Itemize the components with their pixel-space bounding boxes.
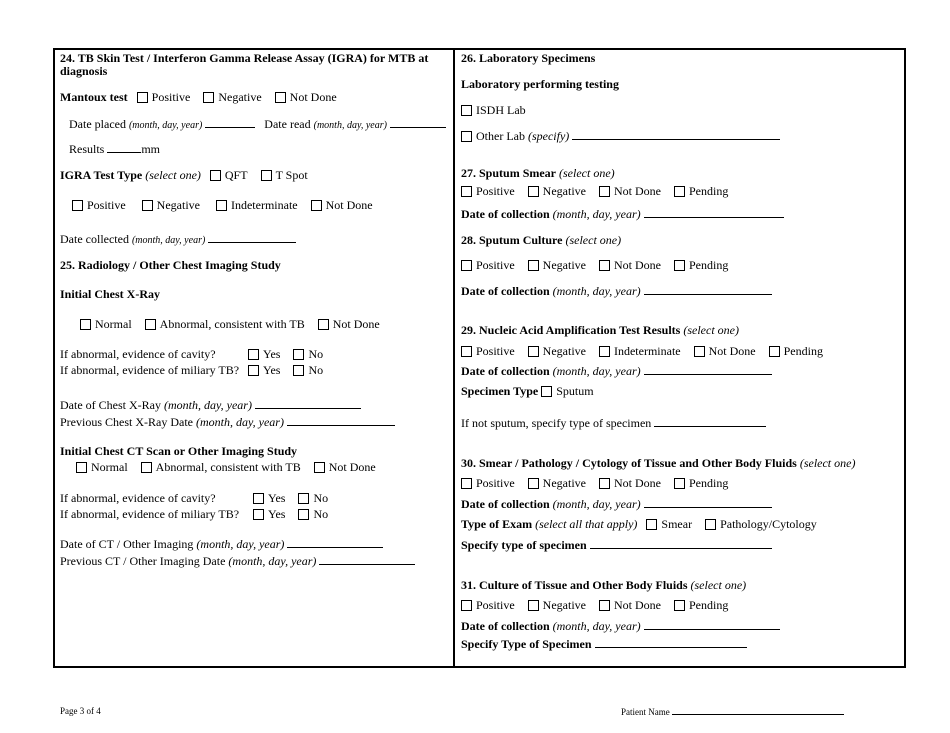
tissue-pending-label: Pending	[688, 476, 729, 490]
igra-tspot-checkbox[interactable]	[261, 170, 272, 181]
fluid-culture-pending-label: Pending	[688, 598, 729, 612]
ct-miliary-label: If abnormal, evidence of miliary TB?	[60, 507, 240, 521]
fluid-culture-pending-checkbox[interactable]	[674, 600, 685, 611]
culture-negative-label: Negative	[542, 258, 586, 272]
date-collected-row	[60, 232, 296, 248]
mantoux-label: Mantoux test	[60, 90, 128, 104]
isdh-label: ISDH Lab	[476, 103, 526, 117]
xray-title: Initial Chest X-Ray	[60, 287, 161, 301]
fluid-culture-notdone-label: Not Done	[613, 598, 661, 612]
s31-title-row	[461, 578, 746, 592]
other-lab-field[interactable]	[572, 129, 780, 140]
smear-notdone-label: Not Done	[613, 184, 661, 198]
ct-miliary-no-checkbox[interactable]	[298, 509, 309, 520]
results-row	[69, 142, 160, 156]
date-hint: (month, day, year)	[552, 497, 641, 511]
s28-opts-row	[461, 258, 738, 272]
ct-abnormal-label: Abnormal, consistent with TB	[155, 460, 301, 474]
patient-name-field[interactable]	[672, 706, 844, 715]
ct-normal-checkbox[interactable]	[76, 462, 87, 473]
prev-xray-date-field[interactable]	[287, 415, 395, 426]
specify-hint: (specify)	[527, 129, 570, 143]
date-read-label: Date read	[264, 117, 311, 131]
tissue-negative-checkbox[interactable]	[528, 478, 539, 489]
prev-ct-date-label: Previous CT / Other Imaging Date	[60, 554, 226, 568]
sputum-checkbox[interactable]	[541, 386, 552, 397]
tissue-notdone-checkbox[interactable]	[599, 478, 610, 489]
s26-title: 26. Laboratory Specimens	[461, 51, 596, 65]
s27-opts-row	[461, 184, 738, 198]
ct-opts-row	[76, 460, 386, 474]
specimen-type-label: Specimen Type	[461, 384, 539, 398]
s24-title: 24. TB Skin Test / Interferon Gamma Release Assay (IGRA) for MTB at	[60, 51, 429, 65]
lab-label: Laboratory performing testing	[461, 77, 619, 91]
s30-opts-row	[461, 476, 738, 490]
specimen-type-row	[461, 384, 594, 398]
s29-title: 29. Nucleic Acid Amplification Test Results	[461, 323, 681, 337]
date-hint: (month, day, year)	[552, 284, 641, 298]
xray-abnormal-checkbox[interactable]	[145, 319, 156, 330]
ct-abnormal-checkbox[interactable]	[141, 462, 152, 473]
select-one-hint: (select one)	[565, 233, 622, 247]
date-read-field[interactable]	[390, 117, 446, 128]
date-hint: (month, day, year)	[196, 537, 285, 551]
no-label: No	[308, 363, 324, 377]
date-hint: (month, day, year)	[552, 619, 641, 633]
ct-date-label: Date of CT / Other Imaging	[60, 537, 194, 551]
ct-cavity-yes-checkbox[interactable]	[253, 493, 264, 504]
fluid-culture-positive-label: Positive	[476, 598, 515, 612]
naat-negative-label: Negative	[542, 344, 586, 358]
naat-pending-label: Pending	[783, 344, 823, 358]
igra-notdone-checkbox[interactable]	[311, 200, 322, 211]
ct-title: Initial Chest CT Scan or Other Imaging Study	[60, 444, 298, 458]
select-one-hint: (select one)	[683, 323, 739, 337]
fluid-culture-positive-checkbox[interactable]	[461, 600, 472, 611]
collection-date-label: Date of collection	[461, 284, 550, 298]
ct-cavity-label: If abnormal, evidence of cavity?	[60, 491, 216, 505]
xray-miliary-opts	[248, 363, 323, 377]
exam-type-label: Type of Exam	[461, 517, 533, 531]
xray-miliary-no-checkbox[interactable]	[293, 365, 304, 376]
no-label: No	[308, 347, 324, 361]
mantoux-notdone-label: Not Done	[289, 90, 337, 104]
tissue-pending-checkbox[interactable]	[674, 478, 685, 489]
s29-date-row	[461, 364, 772, 378]
select-one-hint: (select one)	[690, 578, 747, 592]
collection-date-label: Date of collection	[461, 619, 550, 633]
igra-qft-label: QFT	[224, 168, 248, 182]
ct-miliary-yes-checkbox[interactable]	[253, 509, 264, 520]
igra-qft-checkbox[interactable]	[210, 170, 221, 181]
s27-title: 27. Sputum Smear	[461, 166, 557, 180]
naat-positive-label: Positive	[476, 344, 515, 358]
select-all-hint: (select all that apply)	[535, 517, 638, 531]
other-lab-checkbox[interactable]	[461, 131, 472, 142]
page-number: Page 3 of 4	[60, 706, 101, 716]
smear-positive-label: Positive	[476, 184, 515, 198]
culture-notdone-label: Not Done	[613, 258, 661, 272]
date-placed-field[interactable]	[205, 117, 255, 128]
patient-name-label: Patient Name	[621, 707, 670, 717]
naat-indeterminate-label: Indeterminate	[613, 344, 681, 358]
igra-notdone-label: Not Done	[325, 198, 373, 212]
culture-date-field[interactable]	[644, 284, 772, 295]
culture-positive-label: Positive	[476, 258, 515, 272]
xray-cavity-yes-checkbox[interactable]	[248, 349, 259, 360]
s28-date-row	[461, 284, 772, 298]
igra-indeterminate-checkbox[interactable]	[216, 200, 227, 211]
other-lab-label: Other Lab	[476, 129, 525, 143]
s25-title: 25. Radiology / Other Chest Imaging Study	[60, 258, 281, 272]
prev-ct-date-row	[60, 554, 415, 568]
specify-specimen-label: Specify type of specimen	[461, 538, 587, 552]
ct-cavity-no-checkbox[interactable]	[298, 493, 309, 504]
xray-opts-row	[80, 317, 390, 331]
naat-indeterminate-checkbox[interactable]	[599, 346, 610, 357]
date-hint: (month, day, year)	[552, 364, 641, 378]
results-label: Results	[69, 142, 105, 156]
tissue-date-field[interactable]	[644, 497, 772, 508]
s29-opts-row	[461, 344, 833, 358]
exam-pathology-checkbox[interactable]	[705, 519, 716, 530]
prev-ct-date-field[interactable]	[319, 554, 415, 565]
xray-miliary-label: If abnormal, evidence of miliary TB?	[60, 363, 240, 377]
xray-normal-label: Normal	[95, 317, 132, 331]
patient-name-row	[621, 706, 844, 717]
culture-notdone-checkbox[interactable]	[599, 260, 610, 271]
no-label: No	[313, 507, 329, 521]
date-collected-label: Date collected	[60, 232, 129, 246]
select-one-hint: (select one)	[799, 456, 856, 470]
specify-specimen-label: Specify Type of Specimen	[461, 637, 592, 651]
no-label: No	[313, 491, 329, 505]
smear-notdone-checkbox[interactable]	[599, 186, 610, 197]
smear-negative-label: Negative	[542, 184, 586, 198]
xray-notdone-checkbox[interactable]	[318, 319, 329, 330]
s27-date-row	[461, 207, 784, 221]
xray-cavity-no-checkbox[interactable]	[293, 349, 304, 360]
date-placed-row	[69, 117, 446, 133]
xray-cavity-opts	[248, 347, 323, 361]
mantoux-positive-checkbox[interactable]	[137, 92, 148, 103]
date-hint: (month, day, year)	[131, 235, 206, 246]
exam-pathology-label: Pathology/Cytology	[720, 517, 817, 531]
naat-notdone-label: Not Done	[708, 344, 756, 358]
s31-title: 31. Culture of Tissue and Other Body Fluids	[461, 578, 688, 592]
fluid-culture-date-field[interactable]	[644, 619, 780, 630]
not-sputum-row	[461, 416, 766, 430]
date-hint: (month, day, year)	[195, 415, 284, 429]
s24-title-cont: diagnosis	[60, 64, 108, 78]
other-lab-row	[461, 129, 780, 143]
s30-title-row	[461, 456, 855, 470]
select-one-hint: (select one)	[145, 168, 201, 182]
column-divider	[453, 48, 455, 668]
s30-specify-row	[461, 538, 772, 552]
igra-tspot-label: T Spot	[275, 168, 308, 182]
s30-date-row	[461, 497, 772, 511]
collection-date-label: Date of collection	[461, 497, 550, 511]
naat-date-field[interactable]	[644, 364, 772, 375]
s31-date-row	[461, 619, 780, 633]
ct-miliary-opts	[253, 507, 328, 521]
tissue-negative-label: Negative	[542, 476, 586, 490]
tissue-positive-label: Positive	[476, 476, 515, 490]
mm-label: mm	[141, 142, 161, 156]
ct-notdone-checkbox[interactable]	[314, 462, 325, 473]
xray-abnormal-label: Abnormal, consistent with TB	[159, 317, 305, 331]
not-sputum-label: If not sputum, specify type of specimen	[461, 416, 652, 430]
s27-title-row	[461, 166, 615, 180]
s31-opts-row	[461, 598, 738, 612]
culture-positive-checkbox[interactable]	[461, 260, 472, 271]
igra-type-row	[60, 168, 318, 182]
ct-cavity-opts	[253, 491, 328, 505]
igra-result-row	[72, 198, 383, 212]
ct-date-field[interactable]	[287, 537, 383, 548]
yes-label: Yes	[268, 507, 286, 521]
naat-pending-checkbox[interactable]	[769, 346, 780, 357]
yes-label: Yes	[263, 347, 281, 361]
xray-miliary-yes-checkbox[interactable]	[248, 365, 259, 376]
yes-label: Yes	[268, 491, 286, 505]
exam-type-row	[461, 517, 827, 531]
tissue-positive-checkbox[interactable]	[461, 478, 472, 489]
mantoux-row	[60, 90, 347, 104]
date-placed-label: Date placed	[69, 117, 126, 131]
sputum-label: Sputum	[556, 384, 594, 398]
not-sputum-field[interactable]	[654, 416, 766, 427]
date-hint: (month, day, year)	[163, 398, 252, 412]
exam-smear-label: Smear	[661, 517, 693, 531]
s28-title-row	[461, 233, 621, 247]
date-hint: (month, day, year)	[128, 120, 203, 131]
ct-normal-label: Normal	[91, 460, 128, 474]
smear-pending-label: Pending	[688, 184, 729, 198]
date-collected-field[interactable]	[208, 232, 296, 243]
s28-title: 28. Sputum Culture	[461, 233, 563, 247]
date-hint: (month, day, year)	[228, 554, 317, 568]
s31-specify-row	[461, 637, 747, 651]
mantoux-negative-checkbox[interactable]	[203, 92, 214, 103]
exam-smear-checkbox[interactable]	[646, 519, 657, 530]
date-hint: (month, day, year)	[313, 120, 387, 131]
tissue-notdone-label: Not Done	[613, 476, 661, 490]
s30-title: 30. Smear / Pathology / Cytology of Tissue and Other Body Fluids	[461, 456, 797, 470]
igra-label: IGRA Test Type	[60, 168, 143, 182]
collection-date-label: Date of collection	[461, 207, 550, 221]
ct-notdone-label: Not Done	[328, 460, 376, 474]
xray-notdone-label: Not Done	[332, 317, 380, 331]
select-one-hint: (select one)	[559, 166, 615, 180]
naat-negative-checkbox[interactable]	[528, 346, 539, 357]
collection-date-label: Date of collection	[461, 364, 550, 378]
naat-notdone-checkbox[interactable]	[694, 346, 705, 357]
xray-date-row	[60, 398, 361, 412]
xray-date-label: Date of Chest X-Ray	[60, 398, 161, 412]
smear-date-field[interactable]	[644, 207, 784, 218]
xray-cavity-label: If abnormal, evidence of cavity?	[60, 347, 216, 361]
fluid-culture-notdone-checkbox[interactable]	[599, 600, 610, 611]
yes-label: Yes	[263, 363, 281, 377]
culture-negative-checkbox[interactable]	[528, 260, 539, 271]
fluid-culture-negative-checkbox[interactable]	[528, 600, 539, 611]
igra-negative-checkbox[interactable]	[142, 200, 153, 211]
xray-date-field[interactable]	[255, 398, 361, 409]
tissue-specimen-field[interactable]	[590, 538, 772, 549]
igra-indeterminate-label: Indeterminate	[230, 198, 298, 212]
xray-normal-checkbox[interactable]	[80, 319, 91, 330]
fluid-culture-negative-label: Negative	[542, 598, 586, 612]
smear-pending-checkbox[interactable]	[674, 186, 685, 197]
prev-xray-date-label: Previous Chest X-Ray Date	[60, 415, 193, 429]
isdh-checkbox[interactable]	[461, 105, 472, 116]
igra-negative-label: Negative	[156, 198, 200, 212]
results-field[interactable]	[107, 142, 141, 153]
smear-negative-checkbox[interactable]	[528, 186, 539, 197]
ct-date-row	[60, 537, 383, 551]
fluid-specimen-field[interactable]	[595, 637, 747, 648]
igra-positive-label: Positive	[87, 198, 126, 212]
mantoux-negative-label: Negative	[218, 90, 262, 104]
date-hint: (month, day, year)	[552, 207, 641, 221]
smear-positive-checkbox[interactable]	[461, 186, 472, 197]
culture-pending-checkbox[interactable]	[674, 260, 685, 271]
naat-positive-checkbox[interactable]	[461, 346, 472, 357]
igra-positive-checkbox[interactable]	[72, 200, 83, 211]
mantoux-positive-label: Positive	[151, 90, 191, 104]
mantoux-notdone-checkbox[interactable]	[275, 92, 286, 103]
prev-xray-date-row	[60, 415, 395, 429]
isdh-row	[461, 103, 526, 117]
culture-pending-label: Pending	[688, 258, 729, 272]
s29-title-row	[461, 323, 739, 337]
